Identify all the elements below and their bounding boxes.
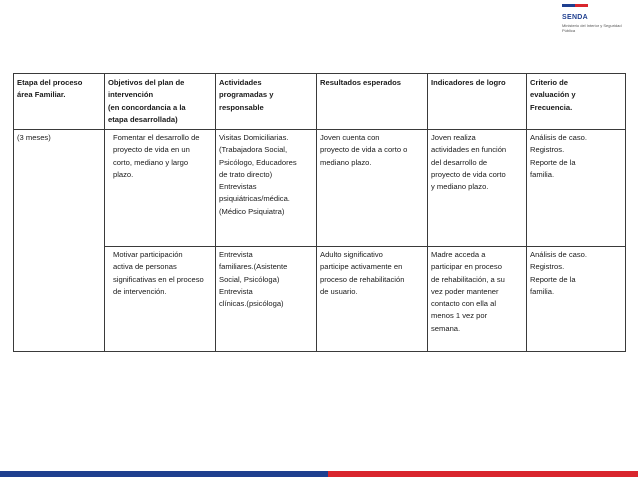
footer-bar-blue	[0, 471, 328, 477]
flag-red	[575, 4, 588, 7]
intervention-plan-table	[13, 73, 626, 352]
header-activities: Actividades programadas y responsable	[216, 74, 317, 130]
header-criteria: Criterio de evaluación y Frecuencia.	[527, 74, 626, 130]
criteria-cell: Análisis de caso. Registros. Reporte de la familia.	[527, 247, 626, 352]
footer-bar-red	[328, 471, 638, 477]
results-cell: Adulto significativo participe activamente en proceso de rehabilitación de usuario.	[317, 247, 428, 352]
logo-name: SENDA	[562, 14, 589, 21]
indicators-cell: Madre acceda a participar en proceso de rehabilitación, a su vez poder mantener contacto con ella al menos 1 vez por semana.	[428, 247, 527, 352]
header-results: Resultados esperados	[317, 74, 428, 130]
header-row	[14, 74, 626, 130]
activities-cell: Visitas Domiciliarias. (Trabajadora Social, Psicólogo, Educadores de trato directo) Entrevistas psiquiátricas/médica. (Médico Psiquiatra)	[216, 130, 317, 247]
header-indicators: Indicadores de logro	[428, 74, 527, 130]
flag-blue	[562, 4, 575, 7]
objective-cell: Fomentar el desarrollo de proyecto de vida en un corto, mediano y largo plazo.	[105, 130, 216, 247]
criteria-cell: Análisis de caso. Registros. Reporte de la familia.	[527, 130, 626, 247]
indicators-cell: Joven realiza actividades en función del desarrollo de proyecto de vida corto y mediano plazo.	[428, 130, 527, 247]
results-cell: Joven cuenta con proyecto de vida a corto o mediano plazo.	[317, 130, 428, 247]
objective-cell: Motivar participación activa de personas significativas en el proceso de intervención.	[105, 247, 216, 352]
table-row	[14, 247, 626, 352]
flag-stripe	[562, 4, 588, 7]
logo-subtitle: Ministerio del Interior y Seguridad Pública	[562, 23, 622, 33]
header-objectives: Objetivos del plan de intervención (en concordancia a la etapa desarrollada)	[105, 74, 216, 130]
table-row	[14, 130, 626, 247]
header-stage: Etapa del proceso área Familiar.	[14, 74, 105, 130]
stage-cell: (3 meses)	[14, 130, 105, 352]
senda-logo	[548, 4, 628, 44]
activities-cell: Entrevista familiares.(Asistente Social, Psicóloga) Entrevista clínicas.(psicóloga)	[216, 247, 317, 352]
